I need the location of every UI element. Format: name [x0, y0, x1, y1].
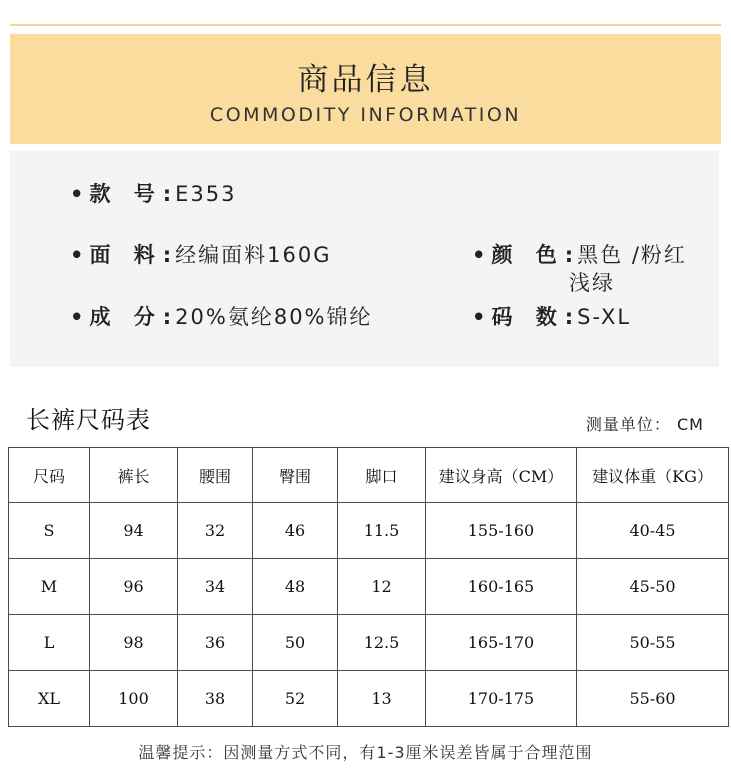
info-sizes: [472, 303, 631, 331]
footnote-tip: 温馨提示：因测量方式不同，有1-3厘米误差皆属于合理范围: [138, 743, 593, 762]
top-divider: [10, 24, 721, 26]
size-table-title: 长裤尺码表: [26, 406, 151, 434]
info-fabric: [70, 241, 332, 269]
bullet: •: [472, 243, 488, 267]
cell-height: 155-160: [426, 503, 577, 559]
cell-waist: 38: [178, 671, 253, 727]
cell-hem: 13: [338, 671, 426, 727]
measurement-unit: 测量单位： CM: [585, 415, 704, 434]
bullet: •: [70, 243, 86, 267]
info-composition: [70, 303, 373, 331]
cell-hip: 52: [253, 671, 338, 727]
header-hem: 脚口: [338, 448, 426, 503]
bullet: •: [472, 305, 488, 329]
bullet: •: [70, 305, 86, 329]
cell-hem: 12: [338, 559, 426, 615]
header-size: 尺码: [9, 448, 90, 503]
cell-size: L: [9, 615, 90, 671]
cell-hem: 12.5: [338, 615, 426, 671]
banner-subtitle: COMMODITY INFORMATION: [209, 104, 522, 126]
cell-hip: 46: [253, 503, 338, 559]
table-header-row: [9, 448, 729, 503]
table-row: [9, 503, 729, 559]
cell-weight: 55-60: [577, 671, 729, 727]
cell-hip: 48: [253, 559, 338, 615]
fabric-value: 经编面料160G: [175, 243, 332, 267]
header-length: 裤长: [90, 448, 178, 503]
cell-hem: 11.5: [338, 503, 426, 559]
color-label: 颜 色: [491, 243, 565, 267]
cell-height: 170-175: [426, 671, 577, 727]
composition-value: 20%氨纶80%锦纶: [175, 305, 373, 329]
header-weight: 建议体重（KG）: [577, 448, 729, 503]
composition-label: 成 分: [89, 305, 163, 329]
banner-title: 商品信息: [297, 62, 434, 98]
table-row: [9, 615, 729, 671]
color-value-line1: 黑色 /粉红: [577, 243, 687, 267]
fabric-label: 面 料: [89, 243, 163, 267]
cell-height: 165-170: [426, 615, 577, 671]
bullet: •: [70, 182, 86, 206]
cell-length: 96: [90, 559, 178, 615]
header-hip: 臀围: [253, 448, 338, 503]
cell-waist: 32: [178, 503, 253, 559]
cell-waist: 34: [178, 559, 253, 615]
cell-waist: 36: [178, 615, 253, 671]
table-row: [9, 559, 729, 615]
cell-size: XL: [9, 671, 90, 727]
colon: :: [162, 243, 174, 267]
cell-size: S: [9, 503, 90, 559]
cell-length: 100: [90, 671, 178, 727]
colon: :: [564, 243, 576, 267]
cell-weight: 45-50: [577, 559, 729, 615]
table-row: [9, 671, 729, 727]
color-value-line2: 浅绿: [569, 271, 615, 295]
colon: :: [162, 305, 174, 329]
cell-height: 160-165: [426, 559, 577, 615]
header-height: 建议身高（CM）: [426, 448, 577, 503]
cell-weight: 50-55: [577, 615, 729, 671]
style-number-value: E353: [175, 182, 237, 206]
cell-hip: 50: [253, 615, 338, 671]
sizes-label: 码 数: [491, 305, 565, 329]
colon: :: [564, 305, 576, 329]
size-chart-table: [8, 447, 729, 727]
header-banner: [10, 34, 721, 144]
info-style-number: [70, 180, 237, 208]
colon: :: [162, 182, 174, 206]
cell-size: M: [9, 559, 90, 615]
info-color: [472, 241, 687, 297]
style-number-label: 款 号: [89, 182, 163, 206]
sizes-value: S-XL: [577, 305, 632, 329]
header-waist: 腰围: [178, 448, 253, 503]
cell-weight: 40-45: [577, 503, 729, 559]
cell-length: 98: [90, 615, 178, 671]
cell-length: 94: [90, 503, 178, 559]
